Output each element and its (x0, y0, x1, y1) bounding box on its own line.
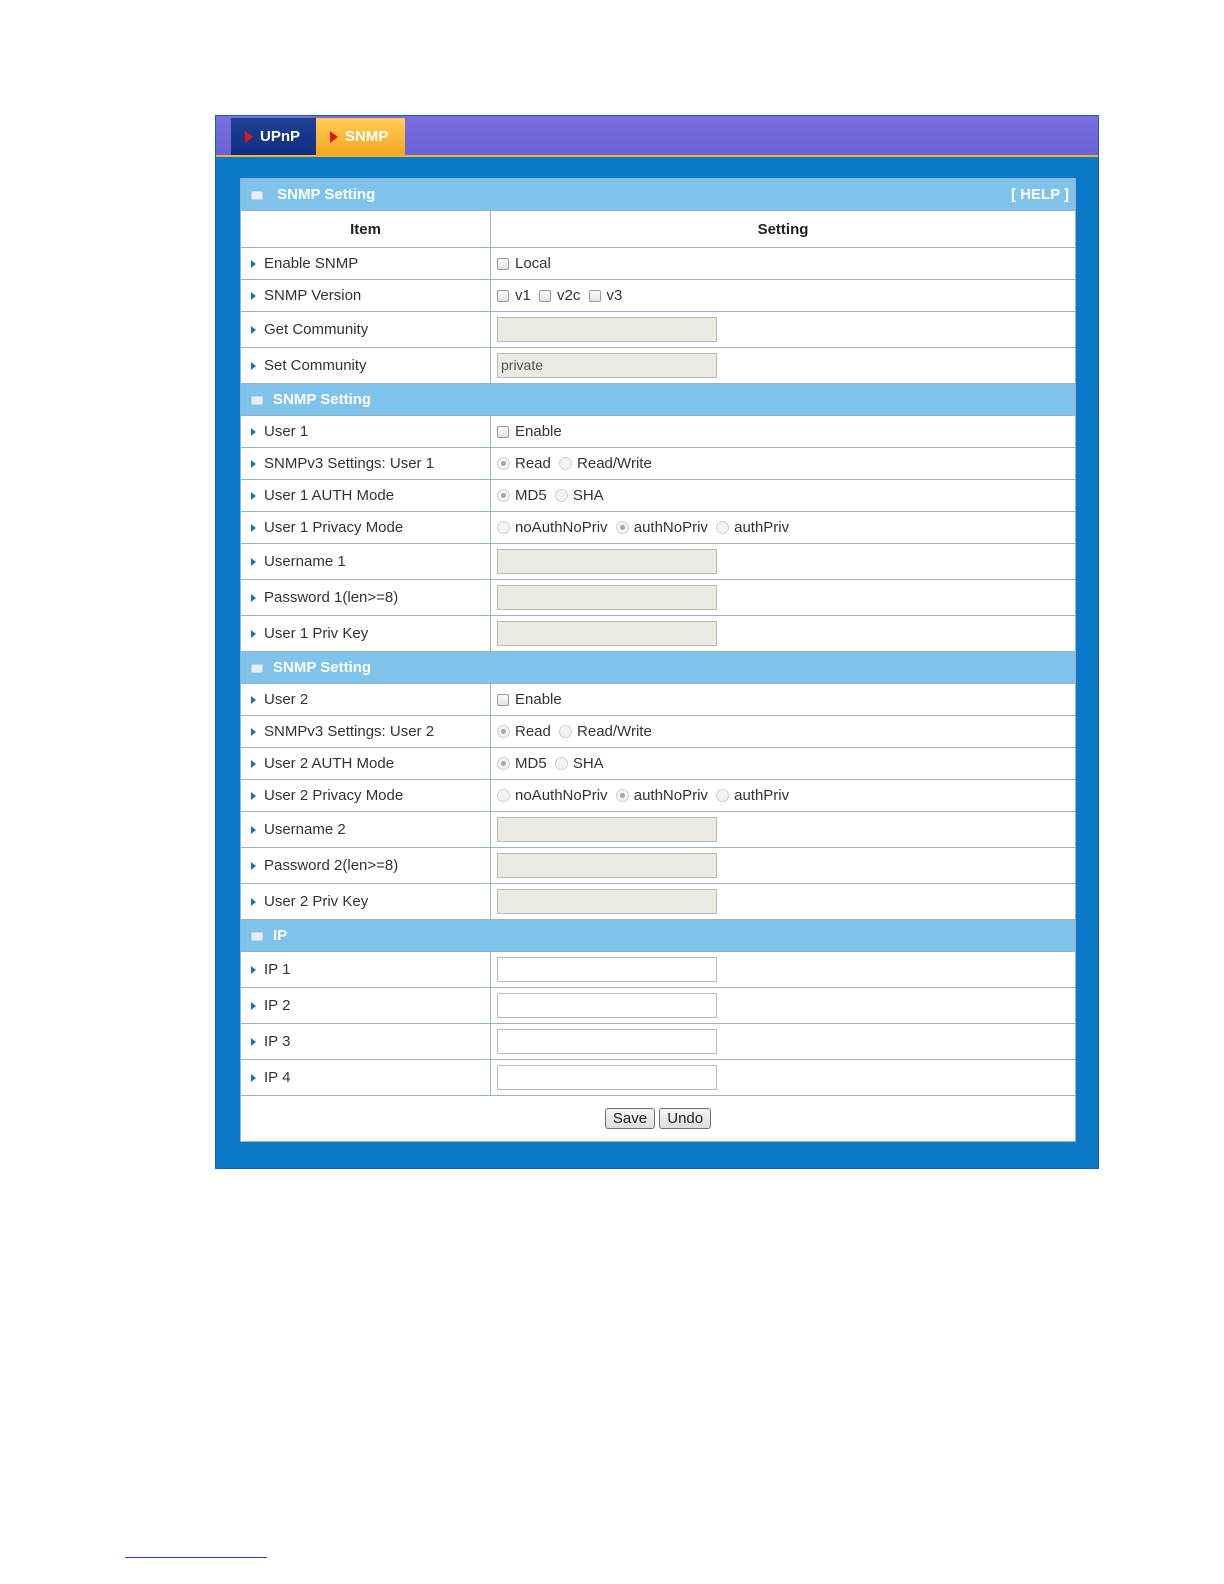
row-label: IP 2 (264, 997, 291, 1014)
row-label: User 1 Privacy Mode (264, 519, 404, 536)
radio-label: noAuthNoPriv (515, 519, 608, 537)
row-arrow-icon (251, 862, 256, 870)
section-header-snmp-user2 (241, 652, 1076, 684)
radio-label: Read/Write (577, 455, 652, 473)
row-arrow-icon (251, 428, 256, 436)
section-title: SNMP Setting (273, 391, 372, 408)
user2-noauthnopriv-radio[interactable] (497, 789, 510, 802)
row-ip1 (241, 952, 1076, 988)
row-label: Get Community (264, 321, 369, 338)
tab-upnp[interactable] (231, 118, 316, 155)
row-ip3 (241, 1024, 1076, 1060)
row-user1-auth (241, 480, 1076, 512)
radio-label: MD5 (515, 487, 547, 505)
ip3-input[interactable] (497, 1029, 717, 1054)
row-arrow-icon (251, 260, 256, 268)
user1-authnopriv-radio[interactable] (616, 521, 629, 534)
section-title: IP (273, 927, 288, 944)
section-bullet-icon (251, 396, 263, 405)
password1-input[interactable] (497, 585, 717, 610)
row-arrow-icon (251, 1074, 256, 1082)
user1-md5-radio[interactable] (497, 489, 510, 502)
privkey1-input[interactable] (497, 621, 717, 646)
row-password2 (241, 848, 1076, 884)
checkbox-label: Enable (515, 423, 562, 441)
row-username2 (241, 812, 1076, 848)
tab-snmp-label: SNMP (345, 128, 389, 145)
row-get-community (241, 312, 1076, 348)
radio-label: Read (515, 723, 551, 741)
user2-read-radio[interactable] (497, 725, 510, 738)
row-ip2 (241, 988, 1076, 1024)
row-user2-auth (241, 748, 1076, 780)
section-bullet-icon (251, 932, 263, 941)
undo-button[interactable]: Undo (659, 1108, 711, 1129)
row-user2-privacy (241, 780, 1076, 812)
row-username1 (241, 544, 1076, 580)
user2-enable-checkbox[interactable] (497, 694, 509, 706)
row-arrow-icon (251, 492, 256, 500)
user1-readwrite-radio[interactable] (559, 457, 572, 470)
row-privkey2 (241, 884, 1076, 920)
username2-input[interactable] (497, 817, 717, 842)
username1-input[interactable] (497, 549, 717, 574)
tab-arrow-icon (330, 131, 338, 143)
user1-authpriv-radio[interactable] (716, 521, 729, 534)
row-label: IP 4 (264, 1069, 291, 1086)
user1-read-radio[interactable] (497, 457, 510, 470)
checkbox-label: v2c (557, 287, 581, 305)
footnote-separator (125, 1557, 267, 1558)
user1-enable-checkbox[interactable] (497, 426, 509, 438)
button-row (241, 1096, 1076, 1142)
row-label: Enable SNMP (264, 255, 359, 272)
row-label: IP 3 (264, 1033, 291, 1050)
section-header-snmp-user1 (241, 384, 1076, 416)
tab-arrow-icon (245, 131, 253, 143)
row-arrow-icon (251, 696, 256, 704)
row-snmp-version (241, 280, 1076, 312)
tab-upnp-label: UPnP (260, 128, 301, 145)
user2-md5-radio[interactable] (497, 757, 510, 770)
settings-table (240, 178, 1076, 1142)
row-label: User 1 Priv Key (264, 625, 369, 642)
radio-label: Read/Write (577, 723, 652, 741)
snmp-v2c-checkbox[interactable] (539, 290, 551, 302)
section-bullet-icon (251, 191, 263, 200)
row-label: Set Community (264, 357, 367, 374)
row-label: SNMPv3 Settings: User 2 (264, 723, 435, 740)
radio-label: authPriv (734, 787, 790, 805)
radio-label: SHA (572, 755, 604, 773)
row-privkey1 (241, 616, 1076, 652)
row-label: User 1 AUTH Mode (264, 487, 395, 504)
row-arrow-icon (251, 524, 256, 532)
row-label: SNMP Version (264, 287, 362, 304)
ip2-input[interactable] (497, 993, 717, 1018)
radio-label: authPriv (734, 519, 790, 537)
row-label: User 2 AUTH Mode (264, 755, 395, 772)
radio-label: authNoPriv (633, 787, 708, 805)
row-password1 (241, 580, 1076, 616)
row-set-community (241, 348, 1076, 384)
user2-authpriv-radio[interactable] (716, 789, 729, 802)
radio-label: MD5 (515, 755, 547, 773)
checkbox-label: v1 (515, 287, 531, 305)
column-header-item: Item (241, 211, 491, 248)
section-title: SNMP Setting (273, 659, 372, 676)
row-arrow-icon (251, 760, 256, 768)
row-user2-settings (241, 716, 1076, 748)
row-user1 (241, 416, 1076, 448)
row-user1-privacy (241, 512, 1076, 544)
snmp-v1-checkbox[interactable] (497, 290, 509, 302)
get-community-input[interactable] (497, 317, 717, 342)
row-label: Username 2 (264, 821, 346, 838)
row-label: Username 1 (264, 553, 346, 570)
row-arrow-icon (251, 728, 256, 736)
save-button[interactable]: Save (605, 1108, 655, 1129)
password2-input[interactable] (497, 853, 717, 878)
row-arrow-icon (251, 1002, 256, 1010)
row-arrow-icon (251, 792, 256, 800)
ip1-input[interactable] (497, 957, 717, 982)
row-arrow-icon (251, 460, 256, 468)
column-header-setting: Setting (491, 211, 1076, 248)
snmp-config-frame (215, 115, 1099, 1169)
help-link[interactable]: [ HELP ] (1010, 186, 1069, 203)
row-user1-settings (241, 448, 1076, 480)
tab-bar (216, 116, 1098, 157)
row-label: Password 1(len>=8) (264, 589, 399, 606)
row-label: User 2 Priv Key (264, 893, 369, 910)
user2-authnopriv-radio[interactable] (616, 789, 629, 802)
table-header-row (241, 211, 1076, 248)
enable-snmp-local-checkbox[interactable] (497, 258, 509, 270)
settings-panel (240, 178, 1076, 1142)
section-header-ip (241, 920, 1076, 952)
tab-snmp[interactable] (316, 118, 405, 155)
row-enable-snmp (241, 248, 1076, 280)
privkey2-input[interactable] (497, 889, 717, 914)
radio-label: SHA (572, 487, 604, 505)
section-bullet-icon (251, 664, 263, 673)
user1-noauthnopriv-radio[interactable] (497, 521, 510, 534)
row-user2 (241, 684, 1076, 716)
row-label: User 1 (264, 423, 309, 440)
ip4-input[interactable] (497, 1065, 717, 1090)
section-title: SNMP Setting (277, 186, 376, 203)
row-label: SNMPv3 Settings: User 1 (264, 455, 435, 472)
radio-label: authNoPriv (633, 519, 708, 537)
row-arrow-icon (251, 326, 256, 334)
row-label: User 2 (264, 691, 309, 708)
checkbox-label: Local (515, 255, 551, 273)
row-arrow-icon (251, 1038, 256, 1046)
row-arrow-icon (251, 630, 256, 638)
user2-sha-radio[interactable] (555, 757, 568, 770)
checkbox-label: v3 (606, 287, 623, 305)
user2-readwrite-radio[interactable] (559, 725, 572, 738)
row-arrow-icon (251, 966, 256, 974)
row-arrow-icon (251, 292, 256, 300)
row-arrow-icon (251, 362, 256, 370)
checkbox-label: Enable (515, 691, 562, 709)
row-arrow-icon (251, 898, 256, 906)
user1-sha-radio[interactable] (555, 489, 568, 502)
radio-label: noAuthNoPriv (515, 787, 608, 805)
row-arrow-icon (251, 558, 256, 566)
row-label: IP 1 (264, 961, 291, 978)
row-arrow-icon (251, 594, 256, 602)
set-community-input[interactable]: private (497, 353, 717, 378)
row-label: Password 2(len>=8) (264, 857, 399, 874)
radio-label: Read (515, 455, 551, 473)
row-label: User 2 Privacy Mode (264, 787, 404, 804)
snmp-v3-checkbox[interactable] (589, 290, 601, 302)
row-arrow-icon (251, 826, 256, 834)
row-ip4 (241, 1060, 1076, 1096)
section-header-snmp (241, 179, 1076, 211)
